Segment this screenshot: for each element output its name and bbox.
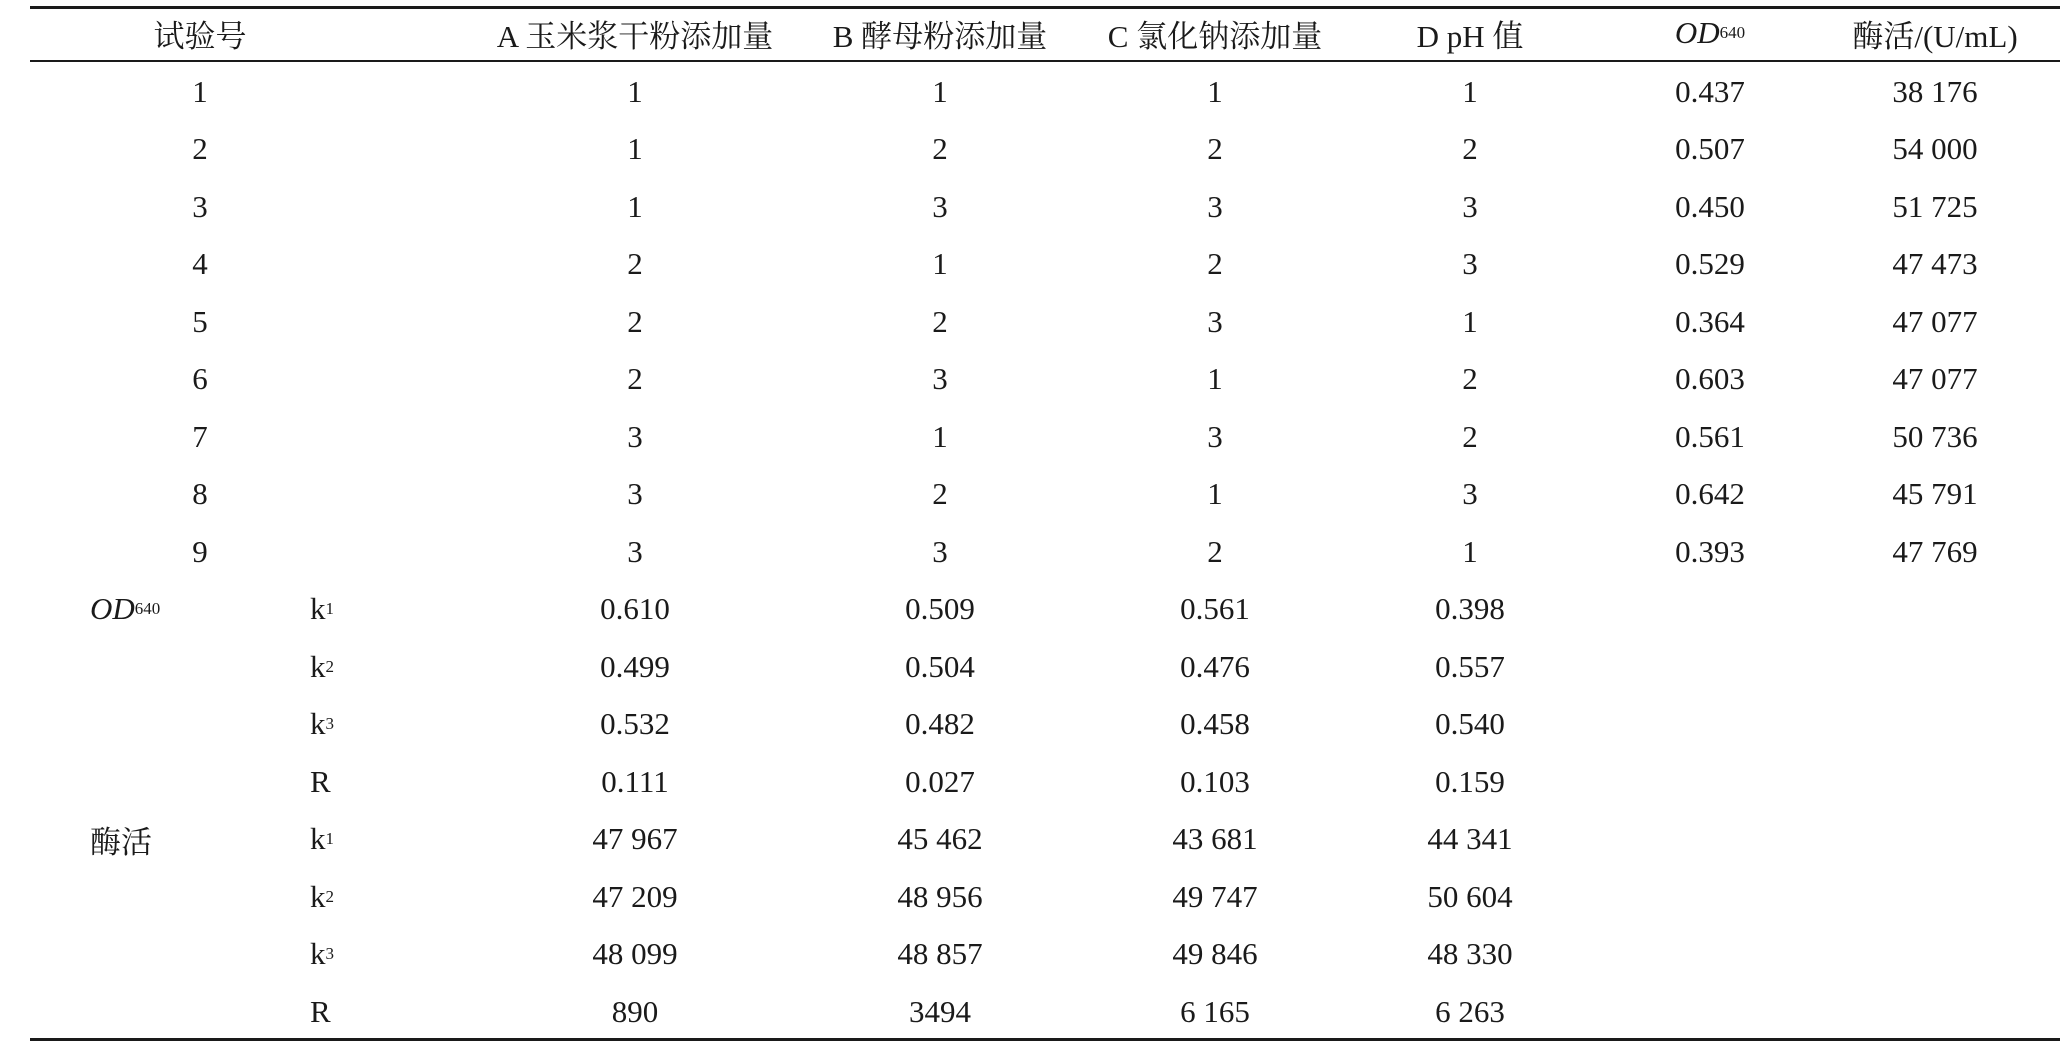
table-row bbox=[30, 63, 2060, 120]
cell-analysis-c: 0.561 bbox=[1180, 591, 1250, 626]
table-header-rule bbox=[30, 60, 2060, 62]
cell-trial-no: 7 bbox=[192, 418, 208, 454]
cell-trial-od: 0.603 bbox=[1675, 361, 1745, 396]
cell-trial-b: 1 bbox=[932, 73, 948, 109]
cell-trial-b: 2 bbox=[932, 303, 948, 339]
cell-trial-b: 3 bbox=[932, 361, 948, 396]
cell-analysis-c: 49 747 bbox=[1172, 878, 1258, 914]
cell-trial-c: 1 bbox=[1207, 73, 1223, 109]
orthogonal-test-table bbox=[30, 0, 2060, 1045]
cell-analysis-c: 0.476 bbox=[1180, 648, 1250, 684]
cell-trial-a: 2 bbox=[627, 303, 643, 339]
cell-trial-d: 1 bbox=[1462, 73, 1478, 109]
table-row bbox=[30, 466, 2060, 523]
cell-trial-no: 9 bbox=[192, 533, 208, 569]
cell-trial-enzyme: 38 176 bbox=[1892, 73, 1978, 109]
cell-trial-a: 1 bbox=[627, 188, 643, 224]
stat-label-sub: 2 bbox=[325, 656, 334, 676]
stat-label bbox=[310, 983, 390, 1040]
cell-analysis-d: 0.540 bbox=[1435, 706, 1505, 741]
stat-label bbox=[310, 926, 390, 983]
cell-trial-enzyme: 47 769 bbox=[1892, 533, 1978, 569]
cell-trial-d: 3 bbox=[1462, 188, 1478, 224]
analysis-row bbox=[30, 638, 2060, 695]
cell-analysis-b: 0.509 bbox=[905, 591, 975, 626]
cell-trial-d: 2 bbox=[1462, 361, 1478, 396]
header-od640 bbox=[1610, 0, 1810, 66]
header-factor-b: B 酵母粉添加量 bbox=[832, 18, 1048, 54]
group-label bbox=[90, 581, 290, 638]
cell-trial-enzyme: 47 077 bbox=[1892, 303, 1978, 339]
cell-trial-od: 0.364 bbox=[1675, 303, 1745, 339]
cell-trial-od: 0.561 bbox=[1675, 418, 1745, 454]
analysis-row bbox=[30, 581, 2060, 638]
cell-trial-enzyme: 50 736 bbox=[1892, 418, 1978, 454]
cell-trial-d: 2 bbox=[1462, 418, 1478, 454]
cell-trial-d: 2 bbox=[1462, 131, 1478, 166]
stat-label-main: k bbox=[310, 936, 326, 971]
stat-label bbox=[310, 868, 390, 925]
stat-label bbox=[310, 753, 390, 810]
cell-trial-no: 8 bbox=[192, 476, 208, 511]
cell-trial-d: 3 bbox=[1462, 246, 1478, 281]
cell-trial-od: 0.642 bbox=[1675, 476, 1745, 511]
header-factor-c: C 氯化钠添加量 bbox=[1107, 18, 1323, 54]
cell-trial-no: 2 bbox=[192, 131, 208, 166]
cell-analysis-d: 50 604 bbox=[1427, 878, 1513, 914]
table-row bbox=[30, 178, 2060, 235]
cell-trial-od: 0.393 bbox=[1675, 533, 1745, 569]
cell-trial-c: 1 bbox=[1207, 361, 1223, 396]
cell-analysis-d: 44 341 bbox=[1427, 821, 1513, 856]
cell-analysis-c: 0.458 bbox=[1180, 706, 1250, 741]
cell-analysis-b: 48 857 bbox=[897, 936, 983, 971]
cell-analysis-a: 0.111 bbox=[601, 763, 669, 799]
table-row bbox=[30, 523, 2060, 580]
table-row bbox=[30, 236, 2060, 293]
cell-trial-c: 3 bbox=[1207, 303, 1223, 339]
cell-trial-d: 3 bbox=[1462, 476, 1478, 511]
cell-trial-c: 2 bbox=[1207, 131, 1223, 166]
header-enzyme-activity: 酶活/(U/mL) bbox=[1852, 18, 2018, 54]
analysis-row bbox=[30, 926, 2060, 983]
header-factor-a: A 玉米浆干粉添加量 bbox=[496, 18, 774, 54]
cell-trial-od: 0.450 bbox=[1675, 188, 1745, 224]
stat-label-sub: 2 bbox=[325, 886, 334, 906]
header-trial-no: 试验号 bbox=[153, 18, 247, 54]
cell-trial-d: 1 bbox=[1462, 303, 1478, 339]
stat-label-main: k bbox=[310, 648, 326, 684]
cell-trial-a: 2 bbox=[627, 246, 643, 281]
table-row bbox=[30, 121, 2060, 178]
cell-trial-no: 4 bbox=[192, 246, 208, 281]
table-row bbox=[30, 408, 2060, 465]
cell-analysis-d: 6 263 bbox=[1435, 993, 1505, 1029]
group-label-od-main: OD bbox=[90, 591, 135, 626]
stat-label-main: k bbox=[310, 821, 326, 856]
stat-label-sub: 1 bbox=[325, 829, 334, 848]
cell-trial-b: 1 bbox=[932, 418, 948, 454]
cell-analysis-a: 48 099 bbox=[592, 936, 678, 971]
cell-trial-a: 3 bbox=[627, 533, 643, 569]
cell-trial-enzyme: 47 077 bbox=[1892, 361, 1978, 396]
cell-trial-b: 3 bbox=[932, 188, 948, 224]
analysis-row bbox=[30, 753, 2060, 810]
cell-trial-c: 3 bbox=[1207, 418, 1223, 454]
table-row bbox=[30, 351, 2060, 408]
table-bottom-rule bbox=[30, 1038, 2060, 1041]
analysis-row bbox=[30, 811, 2060, 868]
cell-analysis-c: 43 681 bbox=[1172, 821, 1258, 856]
cell-trial-a: 1 bbox=[627, 131, 643, 166]
cell-analysis-a: 0.532 bbox=[600, 706, 670, 741]
cell-analysis-b: 0.027 bbox=[905, 763, 975, 799]
cell-trial-enzyme: 47 473 bbox=[1892, 246, 1978, 281]
cell-analysis-c: 49 846 bbox=[1172, 936, 1258, 971]
cell-analysis-a: 47 209 bbox=[592, 878, 678, 914]
cell-trial-b: 2 bbox=[932, 131, 948, 166]
analysis-row bbox=[30, 868, 2060, 925]
cell-analysis-a: 47 967 bbox=[592, 821, 678, 856]
cell-trial-no: 3 bbox=[192, 188, 208, 224]
cell-trial-no: 5 bbox=[192, 303, 208, 339]
cell-analysis-a: 890 bbox=[611, 993, 659, 1029]
analysis-row bbox=[30, 983, 2060, 1040]
cell-analysis-c: 0.103 bbox=[1180, 763, 1250, 799]
cell-analysis-b: 0.504 bbox=[905, 648, 975, 684]
group-label-od-sub: 640 bbox=[134, 599, 161, 618]
cell-trial-d: 1 bbox=[1462, 533, 1478, 569]
cell-analysis-d: 0.398 bbox=[1435, 591, 1505, 626]
cell-trial-enzyme: 45 791 bbox=[1892, 476, 1978, 511]
cell-trial-enzyme: 51 725 bbox=[1892, 188, 1978, 224]
cell-analysis-a: 0.499 bbox=[600, 648, 670, 684]
cell-trial-a: 1 bbox=[627, 73, 643, 109]
stat-label-sub: 3 bbox=[325, 944, 334, 963]
cell-trial-od: 0.529 bbox=[1675, 246, 1745, 281]
header-factor-d: D pH 值 bbox=[1416, 18, 1524, 54]
stat-label-main: k bbox=[310, 706, 326, 741]
stat-label bbox=[310, 638, 390, 695]
cell-analysis-b: 3494 bbox=[909, 993, 971, 1029]
cell-analysis-d: 0.159 bbox=[1435, 763, 1505, 799]
cell-analysis-a: 0.610 bbox=[600, 591, 670, 626]
cell-analysis-b: 48 956 bbox=[897, 878, 983, 914]
stat-label-sub: 3 bbox=[325, 714, 334, 733]
cell-trial-c: 2 bbox=[1207, 533, 1223, 569]
cell-trial-no: 1 bbox=[192, 73, 208, 109]
stat-label-main: k bbox=[310, 878, 326, 914]
stat-label-main: R bbox=[310, 993, 331, 1029]
cell-trial-a: 3 bbox=[627, 418, 643, 454]
table-row bbox=[30, 293, 2060, 350]
cell-analysis-c: 6 165 bbox=[1180, 993, 1250, 1029]
cell-trial-b: 2 bbox=[932, 476, 948, 511]
cell-analysis-b: 45 462 bbox=[897, 821, 983, 856]
cell-trial-enzyme: 54 000 bbox=[1892, 131, 1978, 166]
stat-label-main: k bbox=[310, 591, 326, 626]
analysis-row bbox=[30, 696, 2060, 753]
header-od-main: OD bbox=[1674, 15, 1720, 50]
stat-label-sub: 1 bbox=[325, 599, 334, 618]
stat-label bbox=[310, 696, 390, 753]
cell-trial-c: 3 bbox=[1207, 188, 1223, 224]
cell-analysis-d: 0.557 bbox=[1435, 648, 1505, 684]
group-label: 酶活 bbox=[90, 824, 152, 860]
cell-trial-a: 2 bbox=[627, 361, 643, 396]
cell-trial-b: 3 bbox=[932, 533, 948, 569]
cell-trial-od: 0.507 bbox=[1675, 131, 1745, 166]
cell-trial-c: 2 bbox=[1207, 246, 1223, 281]
stat-label bbox=[310, 811, 390, 868]
cell-trial-b: 1 bbox=[932, 246, 948, 281]
header-od-sub: 640 bbox=[1719, 23, 1746, 42]
cell-analysis-b: 0.482 bbox=[905, 706, 975, 741]
cell-trial-od: 0.437 bbox=[1675, 73, 1745, 109]
stat-label-main: R bbox=[310, 763, 331, 799]
cell-trial-no: 6 bbox=[192, 361, 208, 396]
cell-analysis-d: 48 330 bbox=[1427, 936, 1513, 971]
cell-trial-a: 3 bbox=[627, 476, 643, 511]
stat-label bbox=[310, 581, 390, 638]
cell-trial-c: 1 bbox=[1207, 476, 1223, 511]
